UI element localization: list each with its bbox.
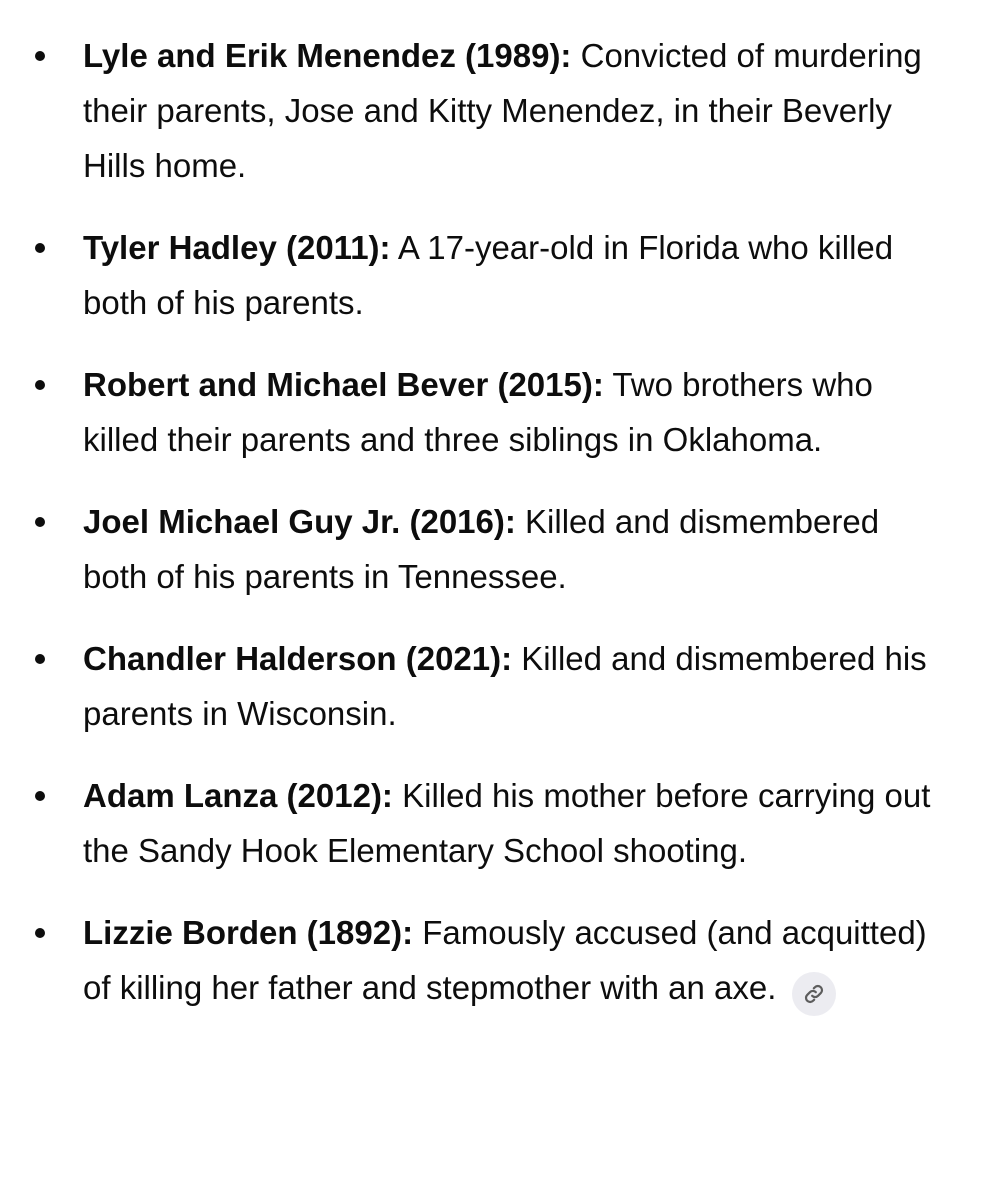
item-title: Chandler Halderson (2021): [83,640,513,677]
item-description: A 17-year-old in Florida who killed both of his parents. [83,229,894,321]
bullet-point [35,51,45,61]
case-list [0,28,982,1043]
source-link-button[interactable] [792,972,836,1016]
item-description: Famously accused (and acquitted) of killing her father and stepmother with an axe. [83,914,927,1006]
item-description: Killed and dismembered both of his parents in Tennessee. [83,503,880,595]
link-icon [803,983,825,1005]
bullet-point [35,928,45,938]
item-title: Joel Michael Guy Jr. (2016): [83,503,516,540]
item-description: Killed and dismembered his parents in Wisconsin. [83,640,927,732]
list-item [0,28,982,193]
list-item [0,768,982,878]
list-item [0,631,982,741]
bullet-point [35,791,45,801]
bullet-point [35,380,45,390]
list-item [0,905,982,1016]
bullet-point [35,517,45,527]
item-description: Killed his mother before carrying out the Sandy Hook Elementary School shooting. [83,777,931,869]
list-item [0,357,982,467]
item-title: Lyle and Erik Menendez (1989): [83,37,572,74]
item-title: Lizzie Borden (1892): [83,914,414,951]
item-description: Convicted of murdering their parents, Jose and Kitty Menendez, in their Beverly Hills home. [83,37,922,184]
bullet-point [35,243,45,253]
list-item [0,494,982,604]
item-description: Two brothers who killed their parents and three siblings in Oklahoma. [83,366,873,458]
item-title: Robert and Michael Bever (2015): [83,366,604,403]
item-title: Adam Lanza (2012): [83,777,393,814]
list-item [0,220,982,330]
bullet-point [35,654,45,664]
item-title: Tyler Hadley (2011): [83,229,391,266]
